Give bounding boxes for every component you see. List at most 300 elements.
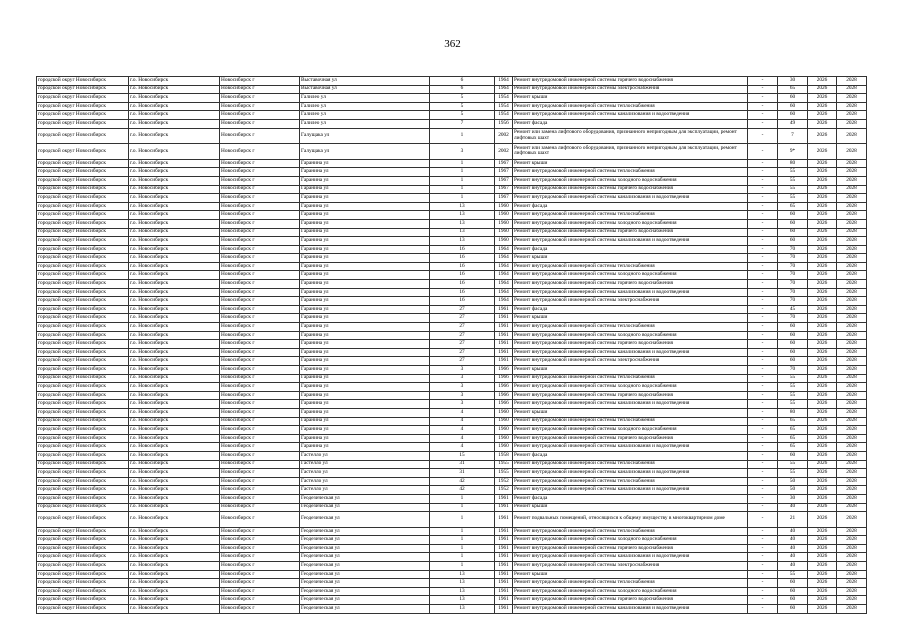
table-row <box>37 194 867 203</box>
table-row <box>37 553 867 562</box>
start-year-cell: 2026 <box>808 159 837 168</box>
cost-cell: 40 <box>778 527 808 536</box>
table-row <box>37 202 867 211</box>
street-cell: Гастелло ул <box>300 451 430 460</box>
city-cell: Новосибирск г <box>220 271 300 280</box>
city-cell: Новосибирск г <box>220 426 300 435</box>
street-cell: Гаранина ул <box>300 348 430 357</box>
settlement-cell: г.о. Новосибирск <box>129 297 220 306</box>
start-year-cell: 2026 <box>808 477 837 486</box>
flag-cell: - <box>748 245 778 254</box>
end-year-cell: 2028 <box>837 185 867 194</box>
house-number-cell: 16 <box>430 297 495 306</box>
flag-cell: - <box>748 527 778 536</box>
street-cell: Гаранина ул <box>300 391 430 400</box>
table-row <box>37 451 867 460</box>
end-year-cell: 2028 <box>837 128 867 144</box>
work-type-cell: Ремонт фасада <box>513 494 748 503</box>
house-number-cell: 16 <box>430 262 495 271</box>
start-year-cell: 2026 <box>808 202 837 211</box>
end-year-cell: 2028 <box>837 417 867 426</box>
year-built-cell: 1964 <box>495 254 513 263</box>
end-year-cell: 2028 <box>837 536 867 545</box>
end-year-cell: 2028 <box>837 159 867 168</box>
street-cell: Гаранина ул <box>300 314 430 323</box>
table-row <box>37 111 867 120</box>
end-year-cell: 2028 <box>837 434 867 443</box>
table-row <box>37 168 867 177</box>
end-year-cell: 2028 <box>837 262 867 271</box>
table-row <box>37 469 867 478</box>
work-type-cell: Ремонт крыши <box>513 314 748 323</box>
street-cell: Галилео ул <box>300 111 430 120</box>
start-year-cell: 2026 <box>808 486 837 495</box>
city-cell: Новосибирск г <box>220 102 300 111</box>
municipality-cell: городской округ Новосибирск <box>37 374 129 383</box>
city-cell: Новосибирск г <box>220 605 300 614</box>
cost-cell: 60 <box>778 605 808 614</box>
settlement-cell: г.о. Новосибирск <box>129 228 220 237</box>
settlement-cell: г.о. Новосибирск <box>129 503 220 512</box>
work-type-cell: Ремонт или замена лифтового оборудования, признанного непригодным для эксплуатации, ремонт лифтовых шахт <box>513 144 748 160</box>
house-number-cell: 13 <box>430 587 495 596</box>
house-number-cell: 42 <box>430 486 495 495</box>
year-built-cell: 1960 <box>495 408 513 417</box>
work-type-cell: Ремонт внутридомовой инженерной системы канализования и водоотведения <box>513 400 748 409</box>
end-year-cell: 2028 <box>837 562 867 571</box>
settlement-cell: г.о. Новосибирск <box>129 426 220 435</box>
house-number-cell: 13 <box>430 219 495 228</box>
city-cell: Новосибирск г <box>220 553 300 562</box>
city-cell: Новосибирск г <box>220 544 300 553</box>
table-row <box>37 579 867 588</box>
work-type-cell: Ремонт внутридомовой инженерной системы теплоснабжения <box>513 527 748 536</box>
street-cell: Галилео ул <box>300 119 430 128</box>
municipality-cell: городской округ Новосибирск <box>37 562 129 571</box>
start-year-cell: 2026 <box>808 408 837 417</box>
street-cell: Гаранина ул <box>300 323 430 332</box>
settlement-cell: г.о. Новосибирск <box>129 348 220 357</box>
table-row <box>37 383 867 392</box>
street-cell: Геодезическая ул <box>300 527 430 536</box>
end-year-cell: 2028 <box>837 211 867 220</box>
city-cell: Новосибирск г <box>220 383 300 392</box>
table-row <box>37 262 867 271</box>
flag-cell: - <box>748 503 778 512</box>
municipality-cell: городской округ Новосибирск <box>37 536 129 545</box>
year-built-cell: 1966 <box>495 383 513 392</box>
cost-cell: 40 <box>778 536 808 545</box>
house-number-cell: 1 <box>430 176 495 185</box>
municipality-cell: городской округ Новосибирск <box>37 544 129 553</box>
cost-cell: 21 <box>778 512 808 528</box>
street-cell: Геодезическая ул <box>300 553 430 562</box>
cost-cell: 55 <box>778 400 808 409</box>
city-cell: Новосибирск г <box>220 486 300 495</box>
settlement-cell: г.о. Новосибирск <box>129 245 220 254</box>
table-row <box>37 536 867 545</box>
municipality-cell: городской округ Новосибирск <box>37 128 129 144</box>
work-type-cell: Ремонт внутридомовой инженерной системы электроснабжения <box>513 297 748 306</box>
cost-cell: 65 <box>778 85 808 94</box>
house-number-cell: 4 <box>430 408 495 417</box>
city-cell: Новосибирск г <box>220 288 300 297</box>
end-year-cell: 2028 <box>837 553 867 562</box>
year-built-cell: 1967 <box>495 176 513 185</box>
work-type-cell: Ремонт внутридомовой инженерной системы теплоснабжения <box>513 262 748 271</box>
flag-cell: - <box>748 271 778 280</box>
municipality-cell: городской округ Новосибирск <box>37 408 129 417</box>
municipality-cell: городской округ Новосибирск <box>37 211 129 220</box>
city-cell: Новосибирск г <box>220 323 300 332</box>
cost-cell: 60 <box>778 331 808 340</box>
year-built-cell: 1961 <box>495 605 513 614</box>
work-type-cell: Ремонт внутридомовой инженерной системы канализования и водоотведения <box>513 288 748 297</box>
flag-cell: - <box>748 176 778 185</box>
start-year-cell: 2026 <box>808 434 837 443</box>
work-type-cell: Ремонт внутридомовой инженерной системы канализования и водоотведения <box>513 348 748 357</box>
house-number-cell: 3 <box>430 400 495 409</box>
start-year-cell: 2026 <box>808 288 837 297</box>
year-built-cell: 1961 <box>495 357 513 366</box>
year-built-cell: 1967 <box>495 194 513 203</box>
table-row <box>37 562 867 571</box>
start-year-cell: 2026 <box>808 348 837 357</box>
house-number-cell: 31 <box>430 460 495 469</box>
street-cell: Гаранина ул <box>300 383 430 392</box>
city-cell: Новосибирск г <box>220 262 300 271</box>
house-number-cell: 5 <box>430 94 495 103</box>
flag-cell: - <box>748 434 778 443</box>
municipality-cell: городской округ Новосибирск <box>37 426 129 435</box>
settlement-cell: г.о. Новосибирск <box>129 280 220 289</box>
cost-cell: 70 <box>778 271 808 280</box>
start-year-cell: 2026 <box>808 400 837 409</box>
municipality-cell: городской округ Новосибирск <box>37 400 129 409</box>
work-type-cell: Ремонт крыши <box>513 570 748 579</box>
flag-cell: - <box>748 374 778 383</box>
house-number-cell: 16 <box>430 288 495 297</box>
cost-cell: 60 <box>778 340 808 349</box>
work-type-cell: Ремонт внутридомовой инженерной системы теплоснабжения <box>513 102 748 111</box>
work-type-cell: Ремонт внутридомовой инженерной системы горячего водоснабжения <box>513 544 748 553</box>
cost-cell: 55 <box>778 194 808 203</box>
table-row <box>37 228 867 237</box>
end-year-cell: 2028 <box>837 400 867 409</box>
street-cell: Гаранина ул <box>300 288 430 297</box>
start-year-cell: 2026 <box>808 562 837 571</box>
start-year-cell: 2026 <box>808 426 837 435</box>
year-built-cell: 1961 <box>495 562 513 571</box>
street-cell: Гаранина ул <box>300 254 430 263</box>
flag-cell: - <box>748 553 778 562</box>
settlement-cell: г.о. Новосибирск <box>129 527 220 536</box>
street-cell: Гаранина ул <box>300 434 430 443</box>
settlement-cell: г.о. Новосибирск <box>129 374 220 383</box>
start-year-cell: 2026 <box>808 544 837 553</box>
settlement-cell: г.о. Новосибирск <box>129 185 220 194</box>
end-year-cell: 2028 <box>837 111 867 120</box>
work-type-cell: Ремонт внутридомовой инженерной системы холодного водоснабжения <box>513 536 748 545</box>
flag-cell: - <box>748 417 778 426</box>
municipality-cell: городской округ Новосибирск <box>37 527 129 536</box>
year-built-cell: 1961 <box>495 570 513 579</box>
end-year-cell: 2028 <box>837 596 867 605</box>
end-year-cell: 2028 <box>837 503 867 512</box>
municipality-cell: городской округ Новосибирск <box>37 314 129 323</box>
street-cell: Гастелло ул <box>300 486 430 495</box>
year-built-cell: 1960 <box>495 219 513 228</box>
municipality-cell: городской округ Новосибирск <box>37 119 129 128</box>
city-cell: Новосибирск г <box>220 460 300 469</box>
cost-cell: 55 <box>778 460 808 469</box>
street-cell: Выставочная ул <box>300 85 430 94</box>
street-cell: Гаранина ул <box>300 366 430 375</box>
street-cell: Гаранина ул <box>300 228 430 237</box>
city-cell: Новосибирск г <box>220 494 300 503</box>
flag-cell: - <box>748 331 778 340</box>
settlement-cell: г.о. Новосибирск <box>129 331 220 340</box>
year-built-cell: 1961 <box>495 544 513 553</box>
flag-cell: - <box>748 512 778 528</box>
flag-cell: - <box>748 605 778 614</box>
street-cell: Гаранина ул <box>300 271 430 280</box>
end-year-cell: 2028 <box>837 77 867 86</box>
table-row <box>37 391 867 400</box>
street-cell: Выставочная ул <box>300 77 430 86</box>
table-row <box>37 271 867 280</box>
work-type-cell: Ремонт крыши <box>513 254 748 263</box>
municipality-cell: городской округ Новосибирск <box>37 144 129 160</box>
settlement-cell: г.о. Новосибирск <box>129 570 220 579</box>
flag-cell: - <box>748 477 778 486</box>
flag-cell: - <box>748 202 778 211</box>
municipality-cell: городской округ Новосибирск <box>37 383 129 392</box>
municipality-cell: городской округ Новосибирск <box>37 596 129 605</box>
house-number-cell: 16 <box>430 245 495 254</box>
settlement-cell: г.о. Новосибирск <box>129 469 220 478</box>
street-cell: Галущака ул <box>300 144 430 160</box>
flag-cell: - <box>748 357 778 366</box>
table-row <box>37 119 867 128</box>
cost-cell: 60 <box>778 587 808 596</box>
cost-cell: 70 <box>778 254 808 263</box>
end-year-cell: 2028 <box>837 374 867 383</box>
municipality-cell: городской округ Новосибирск <box>37 587 129 596</box>
flag-cell: - <box>748 297 778 306</box>
street-cell: Галилео ул <box>300 94 430 103</box>
municipality-cell: городской округ Новосибирск <box>37 391 129 400</box>
house-number-cell: 1 <box>430 168 495 177</box>
year-built-cell: 1961 <box>495 348 513 357</box>
city-cell: Новосибирск г <box>220 254 300 263</box>
start-year-cell: 2026 <box>808 280 837 289</box>
cost-cell: 55 <box>778 469 808 478</box>
house-number-cell: 1 <box>430 494 495 503</box>
table-row <box>37 512 867 528</box>
municipality-cell: городской округ Новосибирск <box>37 288 129 297</box>
house-number-cell: 13 <box>430 228 495 237</box>
municipality-cell: городской округ Новосибирск <box>37 605 129 614</box>
flag-cell: - <box>748 536 778 545</box>
settlement-cell: г.о. Новосибирск <box>129 128 220 144</box>
work-type-cell: Ремонт внутридомовой инженерной системы канализования и водоотведения <box>513 111 748 120</box>
table-row <box>37 340 867 349</box>
street-cell: Гастелло ул <box>300 460 430 469</box>
municipality-cell: городской округ Новосибирск <box>37 494 129 503</box>
municipality-cell: городской округ Новосибирск <box>37 262 129 271</box>
cost-cell: 65 <box>778 434 808 443</box>
table-row <box>37 357 867 366</box>
work-type-cell: Ремонт внутридомовой инженерной системы электроснабжения <box>513 357 748 366</box>
house-number-cell: 13 <box>430 605 495 614</box>
end-year-cell: 2028 <box>837 228 867 237</box>
flag-cell: - <box>748 391 778 400</box>
work-type-cell: Ремонт внутридомовой инженерной системы теплоснабжения <box>513 460 748 469</box>
start-year-cell: 2026 <box>808 451 837 460</box>
table-row <box>37 366 867 375</box>
street-cell: Гаранина ул <box>300 176 430 185</box>
year-built-cell: 1961 <box>495 527 513 536</box>
year-built-cell: 1954 <box>495 102 513 111</box>
table-row <box>37 331 867 340</box>
start-year-cell: 2026 <box>808 245 837 254</box>
flag-cell: - <box>748 348 778 357</box>
start-year-cell: 2026 <box>808 111 837 120</box>
table-row <box>37 426 867 435</box>
settlement-cell: г.о. Новосибирск <box>129 579 220 588</box>
cost-cell: 30 <box>778 494 808 503</box>
house-number-cell: 4 <box>430 426 495 435</box>
cost-cell: 55 <box>778 570 808 579</box>
work-type-cell: Ремонт крыши <box>513 159 748 168</box>
flag-cell: - <box>748 400 778 409</box>
cost-cell: 60 <box>778 211 808 220</box>
street-cell: Гаранина ул <box>300 202 430 211</box>
year-built-cell: 1961 <box>495 331 513 340</box>
city-cell: Новосибирск г <box>220 357 300 366</box>
flag-cell: - <box>748 426 778 435</box>
start-year-cell: 2026 <box>808 314 837 323</box>
table-row <box>37 85 867 94</box>
street-cell: Гаранина ул <box>300 211 430 220</box>
flag-cell: - <box>748 254 778 263</box>
start-year-cell: 2026 <box>808 331 837 340</box>
flag-cell: - <box>748 408 778 417</box>
house-number-cell: 3 <box>430 144 495 160</box>
flag-cell: - <box>748 305 778 314</box>
settlement-cell: г.о. Новосибирск <box>129 562 220 571</box>
work-type-cell: Ремонт внутридомовой инженерной системы теплоснабжения <box>513 417 748 426</box>
end-year-cell: 2028 <box>837 477 867 486</box>
municipality-cell: городской округ Новосибирск <box>37 331 129 340</box>
cost-cell: 70 <box>778 280 808 289</box>
municipality-cell: городской округ Новосибирск <box>37 460 129 469</box>
work-type-cell: Ремонт внутридомовой инженерной системы холодного водоснабжения <box>513 271 748 280</box>
year-built-cell: 1964 <box>495 288 513 297</box>
table-row <box>37 400 867 409</box>
house-number-cell: 1 <box>430 536 495 545</box>
city-cell: Новосибирск г <box>220 443 300 452</box>
house-number-cell: 4 <box>430 434 495 443</box>
settlement-cell: г.о. Новосибирск <box>129 323 220 332</box>
city-cell: Новосибирск г <box>220 374 300 383</box>
table-row <box>37 443 867 452</box>
end-year-cell: 2028 <box>837 254 867 263</box>
settlement-cell: г.о. Новосибирск <box>129 159 220 168</box>
settlement-cell: г.о. Новосибирск <box>129 477 220 486</box>
city-cell: Новосибирск г <box>220 211 300 220</box>
cost-cell: 70 <box>778 288 808 297</box>
house-number-cell: 27 <box>430 314 495 323</box>
house-number-cell: 7 <box>430 119 495 128</box>
flag-cell: - <box>748 119 778 128</box>
year-built-cell: 1955 <box>495 460 513 469</box>
cost-cell: 60 <box>778 579 808 588</box>
table-row <box>37 219 867 228</box>
cost-cell: 7 <box>778 128 808 144</box>
house-number-cell: 1 <box>430 128 495 144</box>
cost-cell: 65 <box>778 443 808 452</box>
year-built-cell: 1961 <box>495 494 513 503</box>
table-row <box>37 460 867 469</box>
municipality-cell: городской округ Новосибирск <box>37 579 129 588</box>
table-row <box>37 94 867 103</box>
flag-cell: - <box>748 85 778 94</box>
work-type-cell: Ремонт внутридомовой инженерной системы электроснабжения <box>513 85 748 94</box>
start-year-cell: 2026 <box>808 570 837 579</box>
street-cell: Гаранина ул <box>300 245 430 254</box>
year-built-cell: 1961 <box>495 305 513 314</box>
flag-cell: - <box>748 486 778 495</box>
flag-cell: - <box>748 544 778 553</box>
municipality-cell: городской округ Новосибирск <box>37 297 129 306</box>
flag-cell: - <box>748 587 778 596</box>
end-year-cell: 2028 <box>837 527 867 536</box>
year-built-cell: 1961 <box>495 553 513 562</box>
street-cell: Галилео ул <box>300 102 430 111</box>
cost-cell: 40 <box>778 544 808 553</box>
start-year-cell: 2026 <box>808 553 837 562</box>
end-year-cell: 2028 <box>837 194 867 203</box>
settlement-cell: г.о. Новосибирск <box>129 202 220 211</box>
table-row <box>37 477 867 486</box>
city-cell: Новосибирск г <box>220 366 300 375</box>
street-cell: Гаранина ул <box>300 280 430 289</box>
end-year-cell: 2028 <box>837 469 867 478</box>
end-year-cell: 2028 <box>837 426 867 435</box>
street-cell: Гаранина ул <box>300 219 430 228</box>
year-built-cell: 1955 <box>495 469 513 478</box>
cost-cell: 60 <box>778 237 808 246</box>
end-year-cell: 2028 <box>837 314 867 323</box>
end-year-cell: 2028 <box>837 357 867 366</box>
work-type-cell: Ремонт внутридомовой инженерной системы холодного водоснабжения <box>513 426 748 435</box>
start-year-cell: 2026 <box>808 297 837 306</box>
street-cell: Геодезическая ул <box>300 544 430 553</box>
start-year-cell: 2026 <box>808 536 837 545</box>
table-row <box>37 237 867 246</box>
municipality-cell: городской округ Новосибирск <box>37 417 129 426</box>
house-number-cell: 1 <box>430 527 495 536</box>
city-cell: Новосибирск г <box>220 185 300 194</box>
city-cell: Новосибирск г <box>220 451 300 460</box>
table-row <box>37 254 867 263</box>
settlement-cell: г.о. Новосибирск <box>129 94 220 103</box>
cost-cell: 40 <box>778 503 808 512</box>
year-built-cell: 1961 <box>495 314 513 323</box>
work-type-cell: Ремонт внутридомовой инженерной системы холодного водоснабжения <box>513 383 748 392</box>
